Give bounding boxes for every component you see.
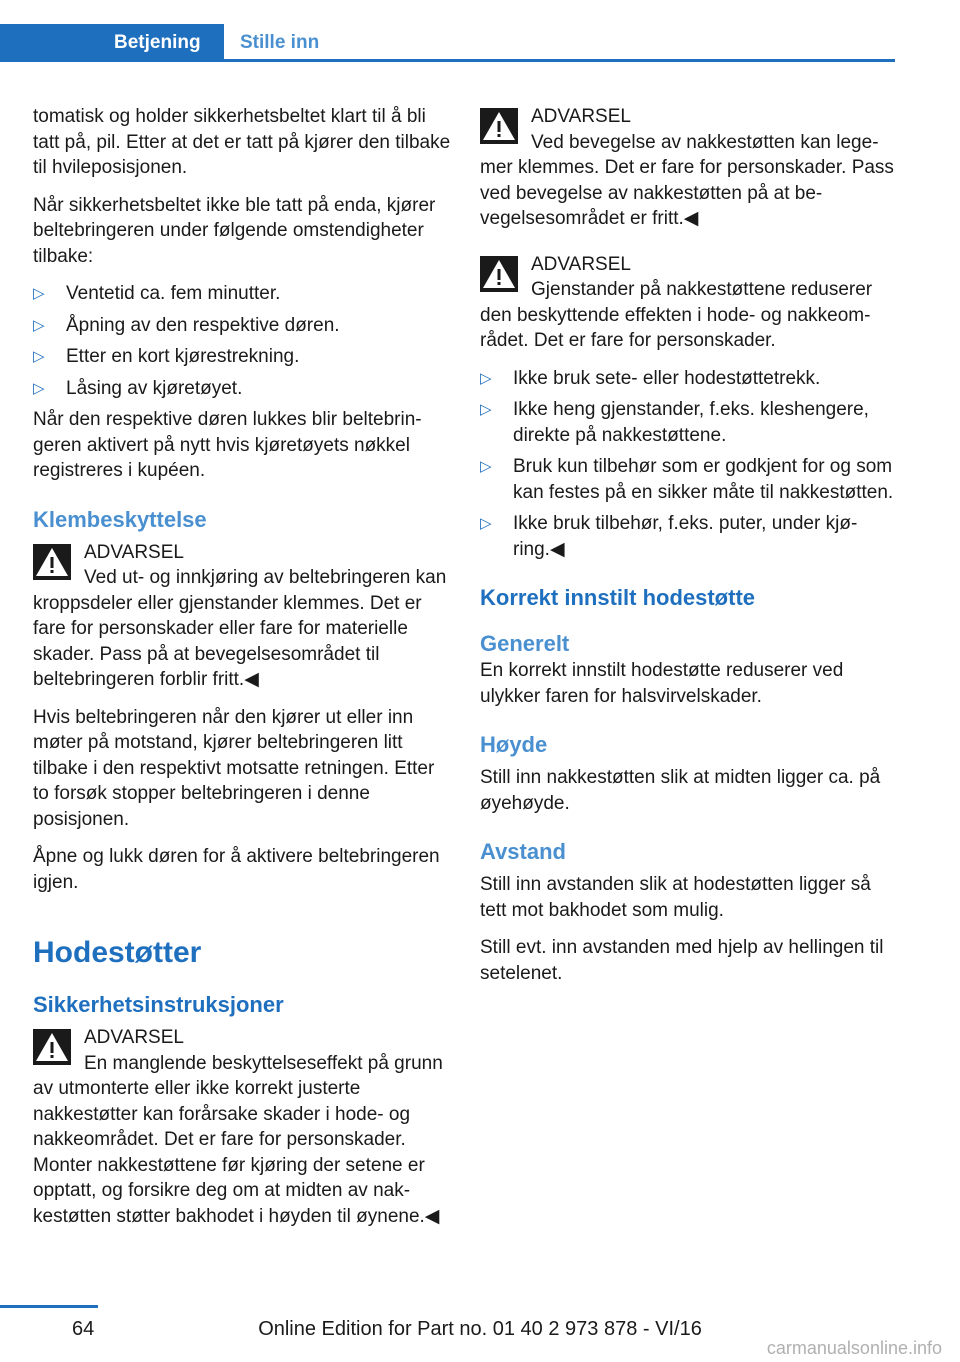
tab-betjening[interactable]: Betjening bbox=[0, 24, 224, 62]
list-item: ▷ Ikke bruk tilbehør, f.eks. puter, under kjøring.◀ bbox=[480, 513, 858, 560]
paragraph: Still evt. inn avstanden med hjelp av hellingen til setelenet. bbox=[480, 937, 884, 984]
heading-klembeskyttelse: Klembeskyttelse bbox=[33, 506, 207, 532]
list-item: ▷ Ventetid ca. fem minutter. bbox=[33, 281, 453, 307]
warning-text: Ved ut- og innkjøring av beltebringeren kan kroppsdeler eller gjenstander klemmes. Det er fare for personskader eller fare for materielle skader. Pass på at bevegelsesområdet til beltebringeren forblir fritt.◀ bbox=[33, 567, 447, 690]
paragraph: Hvis beltebringeren når den kjører ut eller inn møter på motstand, kjører beltebringeren litt tilbake i den respektivt motsatte retningen. Etter to forsøk stopper beltebringeren i denne posisjonen. bbox=[33, 706, 435, 830]
triangle-right-icon: ▷ bbox=[480, 458, 492, 475]
warning-title: ADVARSEL bbox=[531, 106, 631, 127]
warning-box bbox=[480, 252, 900, 354]
triangle-right-icon: ▷ bbox=[33, 285, 45, 302]
warning-box bbox=[33, 1025, 453, 1229]
tab-stille-inn[interactable]: Stille inn bbox=[240, 32, 320, 53]
watermark: carmanualsonline.info bbox=[766, 1338, 942, 1358]
heading-hodestotter: Hodestøtter bbox=[33, 936, 202, 969]
warning-title: ADVARSEL bbox=[84, 541, 184, 563]
heading-hoyde: Høyde bbox=[480, 732, 548, 757]
warning-text: En manglende beskyttelseseffekt på grunn av utmonterte eller ikke korrekt justerte nakkestøtter kan forårsake skader i hode- og nakkeområdet. Det er fare for personskader. Monter nakkestøttene før kjøring der setene er opptatt, og forsikre deg om at midten av nakkestøtten støtter bakhodet i høyden til øynene.◀ bbox=[33, 1052, 443, 1227]
heading-korrekt-innstilt-hodestotte: Korrekt innstilt hodestøtte bbox=[480, 585, 756, 610]
triangle-right-icon: ▷ bbox=[480, 515, 492, 532]
list-item: ▷ Etter en kort kjørestrekning. bbox=[33, 344, 453, 370]
warning-box bbox=[33, 540, 453, 693]
page-number: 64 bbox=[72, 1318, 95, 1340]
page-number-rule bbox=[0, 1305, 98, 1308]
paragraph: Still inn nakkestøtten slik at midten ligger ca. på øyehøyde. bbox=[480, 767, 881, 814]
warning-text: Gjenstander på nakkestøttene reduserer den beskyttende effekten i hode- og nakkeområdet. Det er fare for personskader. bbox=[480, 279, 873, 351]
paragraph: Når sikkerhetsbeltet ikke ble tatt på enda, kjører beltebringeren under følgende omstendigheter tilbake: bbox=[33, 194, 436, 267]
chapter-tabbar bbox=[0, 0, 895, 62]
right-column bbox=[480, 104, 900, 998]
paragraph: Når den respektive døren lukkes blir beltebringeren aktivert på nytt hvis kjøretøyets nøkkel registreres i kupéen. bbox=[33, 409, 422, 481]
triangle-right-icon: ▷ bbox=[480, 401, 492, 418]
list-item: ▷ Åpning av den respektive døren. bbox=[33, 313, 453, 339]
list-item: ▷ Ikke heng gjenstander, f.eks. kleshengere, direkte på nakkestøttene. bbox=[480, 399, 869, 446]
triangle-right-icon: ▷ bbox=[33, 316, 45, 334]
list-item: ▷ Bruk kun tilbehør som er godkjent for og som kan festes på en sikker måte til nakkestøtten. bbox=[480, 456, 894, 503]
tabbar-rule bbox=[0, 59, 895, 62]
list-item: ▷ Ikke bruk sete- eller hodestøttetrekk. bbox=[480, 366, 900, 392]
warning-box bbox=[480, 104, 900, 232]
list-item: ▷ Låsing av kjøretøyet. bbox=[33, 376, 453, 402]
heading-generelt: Generelt bbox=[480, 631, 570, 656]
triangle-right-icon: ▷ bbox=[480, 369, 492, 387]
warning-text: Ved bevegelse av nakkestøtten kan legemer klemmes. Det er fare for personskader. Pass ved bevegelse av nakkestøtten på at bevegelsesområdet er fritt.◀ bbox=[480, 131, 894, 229]
warning-triangle-icon bbox=[480, 256, 518, 292]
paragraph: Åpne og lukk døren for å aktivere beltebringeren igjen. bbox=[33, 846, 440, 893]
triangle-right-icon: ▷ bbox=[33, 379, 45, 397]
paragraph: Still inn avstanden slik at hodestøtten ligger så tett mot bakhodet som mulig. bbox=[480, 874, 871, 921]
paragraph: En korrekt innstilt hodestøtte reduserer ved ulykker faren for halsvirvelskader. bbox=[480, 660, 844, 707]
conditions-list bbox=[33, 281, 453, 401]
edition-footer: Online Edition for Part no. 01 40 2 973 878 - VI/16 bbox=[258, 1318, 702, 1340]
precautions-list bbox=[480, 366, 900, 563]
paragraph: tomatisk og holder sikkerhetsbeltet klart til å bli tatt på, pil. Etter at det er tatt på kjører den tilbake til hvileposisjonen. bbox=[33, 106, 451, 178]
left-column bbox=[33, 104, 453, 1241]
heading-sikkerhetsinstruksjoner: Sikkerhetsinstruksjoner bbox=[33, 992, 284, 1017]
heading-avstand: Avstand bbox=[480, 839, 566, 864]
warning-triangle-icon bbox=[33, 1029, 71, 1065]
warning-title: ADVARSEL bbox=[531, 253, 631, 275]
triangle-right-icon: ▷ bbox=[33, 348, 45, 365]
warning-triangle-icon bbox=[33, 544, 71, 580]
warning-triangle-icon bbox=[480, 108, 518, 144]
warning-title: ADVARSEL bbox=[84, 1027, 184, 1048]
